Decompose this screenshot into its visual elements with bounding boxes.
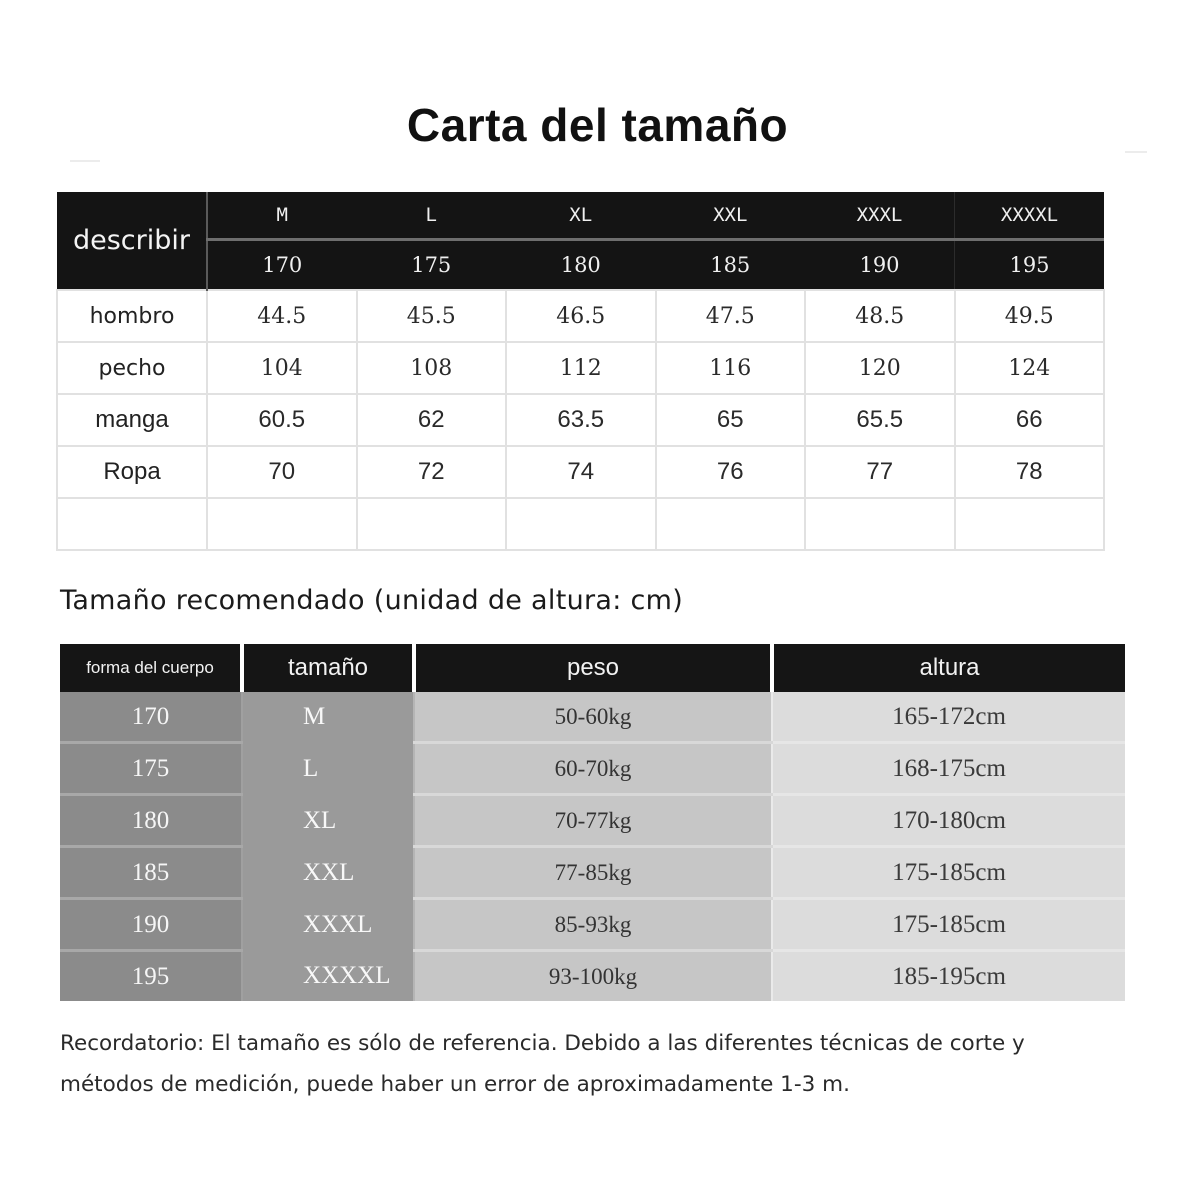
table-cell: 46.5 <box>506 290 656 342</box>
table-cell: 108 <box>357 342 507 394</box>
corner-label: describir <box>57 192 207 290</box>
column-header-weight: peso <box>414 644 772 692</box>
table-cell <box>357 498 507 550</box>
table-cell <box>805 498 955 550</box>
table-row <box>60 951 1125 1002</box>
table-cell: 62 <box>357 394 507 446</box>
table-row <box>60 847 1125 899</box>
body-cell: 170 <box>60 692 242 743</box>
table-cell: 60.5 <box>207 394 357 446</box>
weight-cell: 93-100kg <box>414 951 772 1002</box>
divider <box>70 160 100 162</box>
body-cell: 185 <box>60 847 242 899</box>
height-header-cell: 175 <box>357 240 507 291</box>
size-header-cell: L <box>357 192 507 240</box>
header-row <box>60 644 1125 692</box>
size-cell: XXXL <box>242 899 414 951</box>
column-header-height: altura <box>772 644 1125 692</box>
height-header-cell: 190 <box>805 240 955 291</box>
size-cell: XXXXL <box>242 951 414 1002</box>
divider <box>1125 151 1147 153</box>
table-cell <box>207 498 357 550</box>
table-cell <box>656 498 806 550</box>
height-header-cell: 195 <box>955 240 1105 291</box>
weight-cell: 60-70kg <box>414 743 772 795</box>
table-cell: 116 <box>656 342 806 394</box>
table-cell: 49.5 <box>955 290 1105 342</box>
body-cell: 180 <box>60 795 242 847</box>
size-header-cell: XXL <box>656 192 806 240</box>
body-cell: 195 <box>60 951 242 1002</box>
table-row <box>60 692 1125 743</box>
row-label: manga <box>57 394 207 446</box>
table-cell: 72 <box>357 446 507 498</box>
size-cell: XXL <box>242 847 414 899</box>
table-cell: 65.5 <box>805 394 955 446</box>
column-header-body: forma del cuerpo <box>60 644 242 692</box>
table-row <box>57 342 1104 394</box>
page-title: Carta del tamaño <box>406 99 789 151</box>
table-cell: 44.5 <box>207 290 357 342</box>
height-header-cell: 170 <box>207 240 357 291</box>
row-label: Ropa <box>57 446 207 498</box>
table-cell: 47.5 <box>656 290 806 342</box>
table-cell: 65 <box>656 394 806 446</box>
size-header-cell: XL <box>506 192 656 240</box>
table-row <box>57 290 1104 342</box>
weight-cell: 85-93kg <box>414 899 772 951</box>
size-cell: M <box>242 692 414 743</box>
height-cell: 170-180cm <box>772 795 1125 847</box>
height-cell: 185-195cm <box>772 951 1125 1002</box>
table-row <box>57 394 1104 446</box>
size-header-cell: XXXL <box>805 192 955 240</box>
table-cell: 124 <box>955 342 1105 394</box>
size-header-cell: M <box>207 192 357 240</box>
body-cell: 175 <box>60 743 242 795</box>
table-cell: 77 <box>805 446 955 498</box>
weight-cell: 50-60kg <box>414 692 772 743</box>
table-cell: 48.5 <box>805 290 955 342</box>
size-header-cell: XXXXL <box>955 192 1105 240</box>
table-cell: 120 <box>805 342 955 394</box>
table-cell: 74 <box>506 446 656 498</box>
size-cell: XL <box>242 795 414 847</box>
row-label: hombro <box>57 290 207 342</box>
table-row <box>60 743 1125 795</box>
table-cell: 78 <box>955 446 1105 498</box>
size-cell: L <box>242 743 414 795</box>
weight-cell: 70-77kg <box>414 795 772 847</box>
column-header-size: tamaño <box>242 644 414 692</box>
height-cell: 175-185cm <box>772 899 1125 951</box>
weight-cell: 77-85kg <box>414 847 772 899</box>
table-cell: 104 <box>207 342 357 394</box>
table-row-empty <box>57 498 1104 550</box>
table-cell: 70 <box>207 446 357 498</box>
table-row <box>60 795 1125 847</box>
reminder-note: Recordatorio: El tamaño es sólo de referencia. Debido a las diferentes técnicas de corte y métodos de medición, puede haber un error de aproximadamente 1-3 m. <box>60 1031 1025 1097</box>
table-cell: 112 <box>506 342 656 394</box>
height-header-cell: 185 <box>656 240 806 291</box>
body-cell: 190 <box>60 899 242 951</box>
height-cell: 175-185cm <box>772 847 1125 899</box>
table-cell: 76 <box>656 446 806 498</box>
recommended-size-table <box>60 644 1125 1001</box>
height-header-row <box>57 240 1104 291</box>
table-cell <box>955 498 1105 550</box>
size-header-row <box>57 192 1104 240</box>
size-chart-table <box>56 192 1105 551</box>
table-cell: 45.5 <box>357 290 507 342</box>
table-row <box>57 446 1104 498</box>
height-header-cell: 180 <box>506 240 656 291</box>
height-cell: 165-172cm <box>772 692 1125 743</box>
recommended-subtitle: Tamaño recomendado (unidad de altura: cm) <box>60 585 684 616</box>
height-cell: 168-175cm <box>772 743 1125 795</box>
table-cell: 63.5 <box>506 394 656 446</box>
table-cell <box>506 498 656 550</box>
table-row <box>60 899 1125 951</box>
table-cell: 66 <box>955 394 1105 446</box>
row-label <box>57 498 207 550</box>
row-label: pecho <box>57 342 207 394</box>
